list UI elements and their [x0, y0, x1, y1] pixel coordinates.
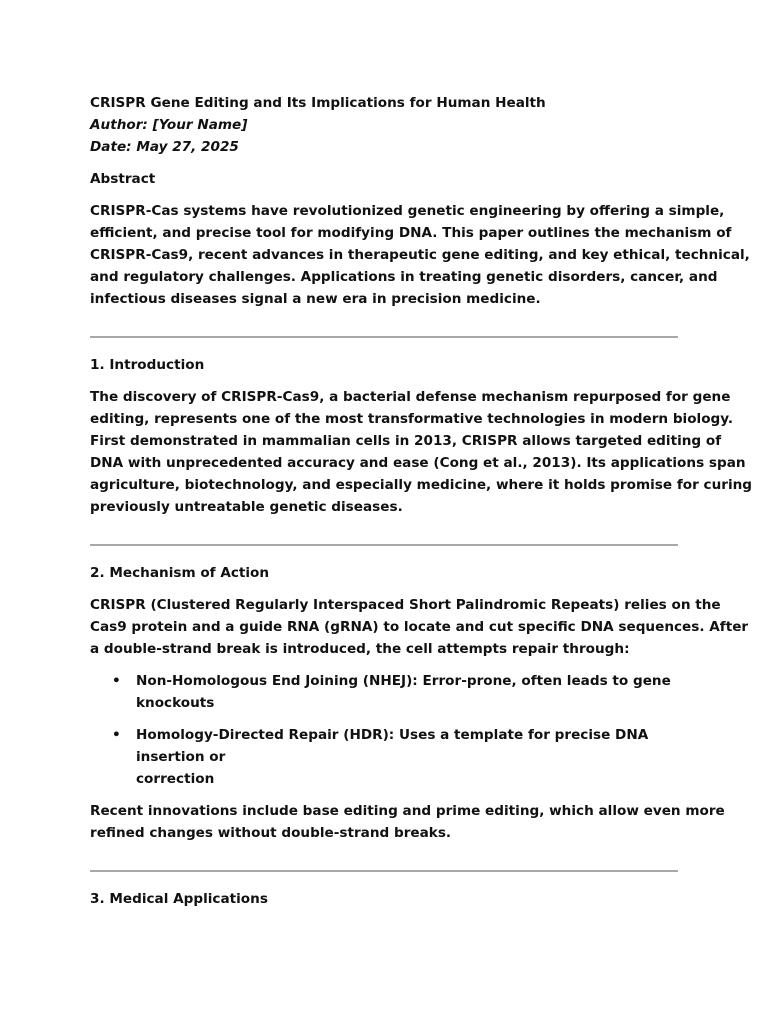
date-line: Date: May 27, 2025	[90, 139, 239, 155]
bullet-icon: •	[112, 727, 121, 743]
introduction-paragraph	[90, 386, 753, 518]
document-title: CRISPR Gene Editing and Its Implications for Human Health	[90, 95, 546, 111]
list-item-line: Homology-Directed Repair (HDR): Uses a template for precise DNA insertion or	[136, 727, 649, 765]
repair-pathways-list	[90, 670, 678, 790]
mechanism-heading: 2. Mechanism of Action	[90, 565, 270, 581]
abstract-heading: Abstract	[90, 171, 156, 187]
mechanism-outro-line: refined changes without double-strand breaks.	[90, 825, 452, 841]
introduction-heading: 1. Introduction	[90, 357, 205, 373]
document-page	[90, 92, 753, 910]
introduction-line: First demonstrated in mammalian cells in 2013, CRISPR allows targeted editing of	[90, 433, 722, 449]
author-line: Author: [Your Name]	[90, 117, 248, 133]
medical-applications-heading: 3. Medical Applications	[90, 891, 268, 907]
introduction-line: agriculture, biotechnology, and especially medicine, where it holds promise for curing	[90, 477, 753, 493]
abstract-line: efficient, and precise tool for modifying DNA. This paper outlines the mechanism of	[90, 225, 732, 241]
abstract-line: infectious diseases signal a new era in precision medicine.	[90, 291, 541, 307]
introduction-line: DNA with unprecedented accuracy and ease (Cong et al., 2013). Its applications span	[90, 455, 746, 471]
list-item-line: knockouts	[136, 695, 215, 711]
introduction-line: The discovery of CRISPR-Cas9, a bacterial defense mechanism repurposed for gene	[90, 389, 731, 405]
abstract-line: and regulatory challenges. Applications in treating genetic disorders, cancer, and	[90, 269, 718, 285]
list-item	[90, 670, 678, 714]
list-item	[90, 724, 678, 790]
introduction-line: previously untreatable genetic diseases.	[90, 499, 403, 515]
mechanism-paragraph	[90, 594, 749, 660]
list-item-line: Non-Homologous End Joining (NHEJ): Error-prone, often leads to gene	[136, 673, 671, 689]
bullet-icon: •	[112, 673, 121, 689]
abstract-paragraph	[90, 200, 750, 310]
abstract-line: CRISPR-Cas9, recent advances in therapeutic gene editing, and key ethical, technical,	[90, 247, 750, 263]
mechanism-outro-line: Recent innovations include base editing and prime editing, which allow even more	[90, 803, 725, 819]
abstract-line: CRISPR-Cas systems have revolutionized genetic engineering by offering a simple,	[90, 203, 725, 219]
mechanism-outro-paragraph	[90, 800, 725, 844]
mechanism-line: Cas9 protein and a guide RNA (gRNA) to locate and cut specific DNA sequences. After	[90, 619, 749, 635]
mechanism-line: CRISPR (Clustered Regularly Interspaced Short Palindromic Repeats) relies on the	[90, 597, 721, 613]
list-item-line: correction	[136, 771, 215, 787]
mechanism-line: a double-strand break is introduced, the cell attempts repair through:	[90, 641, 630, 657]
introduction-line: editing, represents one of the most transformative technologies in modern biology.	[90, 411, 734, 427]
